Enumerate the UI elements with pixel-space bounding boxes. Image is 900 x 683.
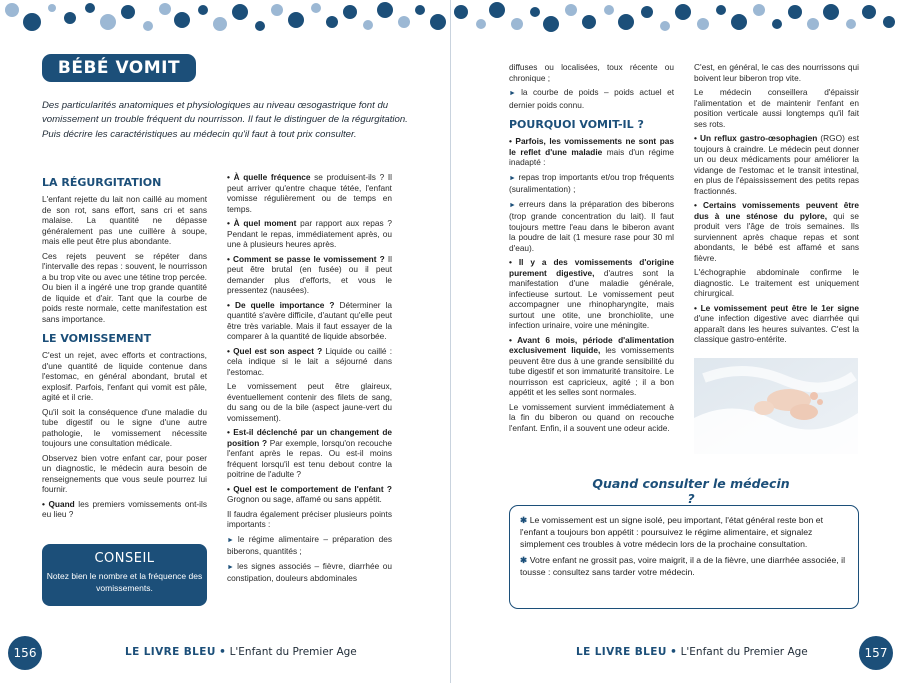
bullet-item: • Quand les premiers vomissements ont-ils eu lieu ? <box>42 498 207 519</box>
bullet-item: • Il y a des vomissements d'origine purement digestive, d'autres sont la manifestation d'une maladie générale, infectieuse surtout. Le vomissement peut accompagner une rhinopharyngite, mais surtout une otite, une bronchiolite, une infection urinaire, voire une méningite. <box>509 257 674 330</box>
sub-bullet-item: ► la courbe de poids – poids actuel et dernier poids connu. <box>509 87 674 110</box>
bullet-item: • Le vomissement peut être le 1er signe d'une infection digestive avec diarrhée qui apparaît dans les heures suivantes. C'est la classique gastro-entérite. <box>694 302 859 344</box>
paragraph: C'est, en général, le cas des nourrissons qui boivent leur biberon trop vite. <box>694 62 859 83</box>
arrow-bullet-icon: ► <box>509 90 522 97</box>
paragraph: Il faudra également préciser plusieurs points importants : <box>227 508 392 529</box>
sub-bullet-item: ► repas trop importants et/ou trop fréquents (suralimentation) ; <box>509 171 674 194</box>
conseil-text: Notez bien le nombre et la fréquence des vomissements. <box>46 571 203 593</box>
sub-bullet-item: ► erreurs dans la préparation des biberons (trop grande concentration du lait). Il faut toujours mettre l'eau dans le biberon avant la poudre de lait (1 mesure rase pour 30 ml d'eau). <box>509 198 675 253</box>
paragraph: L'enfant rejette du lait non caillé au moment de son rot, sans effort, sans cri et sans malaise. La quantité ne dépasse généralement pas une cuillère à soupe, mais elle peut être plus abondante. <box>42 194 207 246</box>
decorative-dots-top <box>0 0 450 38</box>
bullet-item: • Quel est le comportement de l'enfant ? Grognon ou sage, affamé ou sans appétit. <box>227 483 392 504</box>
baby-photo <box>694 358 858 454</box>
bullet-item: • Est-il déclenché par un changement de position ? Par exemple, lorsqu'on recouche l'enfant après le repas. Ou est-il moins fréquent lorsqu'il est tenu debout contre la poitrine de l'adulte ? <box>227 427 392 479</box>
consult-item: ✱ Le vomissement est un signe isolé, peu important, l'état général reste bon et l'enfant a toujours bon appétit : poursuivez le régime alimentaire, et signalez simplement ces troubles à votre médecin lors de la prochaine consultation. <box>520 515 824 550</box>
footer: LE LIVRE BLEU • L'Enfant du Premier Age <box>125 646 357 658</box>
paragraph: Le vomissement survient immédiatement à la fin du biberon ou quand on recouche l'enfant. Enfin, il a souvent une odeur acide. <box>509 401 674 433</box>
heading-regurgitation: LA RÉGURGITATION <box>42 176 162 189</box>
paragraph: Observez bien votre enfant car, pour poser un diagnostic, le médecin aura besoin de renseignements que vous seule pourrez lui fournir. <box>42 452 207 494</box>
paragraph: Le médecin conseillera d'épaissir l'alimentation et de maintenir l'enfant en position verticale aussi longtemps qu'il fait ses rots. <box>694 87 859 129</box>
paragraph: C'est un rejet, avec efforts et contractions, d'une quantité de liquide contenue dans l'estomac, en général abondant, brutal et explosif. Parfois, l'enfant qui vomit est pâle, agité et il crie. <box>42 350 207 402</box>
page-number: 156 <box>8 636 42 670</box>
right-page <box>450 0 900 683</box>
sub-bullet-item: ► les signes associés – fièvre, diarrhée ou constipation, douleurs abdominales <box>227 560 393 583</box>
right-column-2 <box>694 62 859 349</box>
paragraph: L'échographie abdominale confirme le diagnostic. Le traitement est uniquement chirurgical. <box>694 267 859 298</box>
consult-box <box>509 505 859 609</box>
conseil-title: CONSEIL <box>94 551 155 566</box>
arrow-bullet-icon: ► <box>509 201 519 209</box>
page-number: 157 <box>859 636 893 670</box>
footer: LE LIVRE BLEU • L'Enfant du Premier Age <box>576 646 808 658</box>
arrow-bullet-icon: ► <box>227 536 238 544</box>
bullet-item: • Parfois, les vomissements ne sont pas le reflet d'une maladie mais d'un régime inadapté : <box>509 136 674 167</box>
bullet-item: • À quelle fréquence se produisent-ils ? Il peut arriver qu'entre chaque tétée, l'enfant vomisse régulièrement ou de temps en temps. <box>227 172 392 214</box>
asterisk-icon: ✱ <box>520 515 530 525</box>
bullet-item: • À quel moment par rapport aux repas ? Pendant le repas, immédiatement après, ou une à plusieurs heures après. <box>227 218 392 249</box>
consult-item: ✱ Votre enfant ne grossit pas, voire maigrit, il a de la fièvre, une diarrhée associée, il tousse : consultez sans tarder votre médecin. <box>520 554 846 577</box>
paragraph: Ces rejets peuvent se répéter dans l'intervalle des repas : souvent, le nourrisson a bu trop vite ou avec une tétine trop percée. Ou bien il a ingéré une trop grande quantité de liquide et d'air. Tant que la courbe de poids reste normale, cette manifestation est sans importance. <box>42 250 207 324</box>
consult-heading: Quand consulter le médecin ? <box>592 476 790 506</box>
arrow-bullet-icon: ► <box>509 174 519 182</box>
bullet-item: • Avant 6 mois, période d'alimentation exclusivement liquide, les vomissements peuvent être dus à une grande sensibilité du tube digestif et son immaturité transitoire. Le nourrisson est capricieux, agité ; il a bon appétit et les selles sont normales. <box>509 334 675 397</box>
page-title: BÉBÉ VOMIT <box>42 54 196 82</box>
paragraph: diffuses ou localisées, toux récente ou chronique ; <box>509 62 674 83</box>
left-column-1 <box>42 172 207 524</box>
bullet-item: • De quelle importance ? Déterminer la quantité s'avère difficile, d'autant qu'elle peut être très variable. Mais il faut essayer de la comparer à la quantité de liquide absorbée. <box>227 299 392 341</box>
bullet-item: • Quel est son aspect ? Liquide ou caillé : cela indique si le lait a séjourné dans l'estomac. <box>227 345 392 377</box>
conseil-box <box>42 544 207 606</box>
decorative-dots-top <box>451 0 900 38</box>
arrow-bullet-icon: ► <box>227 563 238 571</box>
paragraph: Qu'il soit la conséquence d'une maladie du tube digestif ou le signe d'une autre pathologie, le vomissement nécessite toujours une consultation médicale. <box>42 406 207 448</box>
paragraph: Le vomissement peut être glaireux, éventuellement contenir des filets de sang, du sang ou de la bile (aspect jaune-vert du vomissement). <box>227 381 392 423</box>
intro-paragraph: Des particularités anatomiques et physiologiques au niveau œsogastrique font du vomissement un trouble fréquent du nourrisson. Il faut le distinguer de la régurgitation. Puis décrire les caractéristiques au médecin qu'il faut à tout prix consulter. <box>42 100 408 140</box>
right-column-1 <box>509 62 674 437</box>
bullet-item: • Certains vomissements peuvent être dus à une sténose du pylore, qui se produit vers l'âge de trois semaines. Ils surviennent après chaque repas et sont abondants, le bébé est affamé et sans fièvre. <box>694 200 859 263</box>
bullet-item: • Un reflux gastro-œsophagien (RGO) est toujours à craindre. Le médecin peut donner un ou deux médicaments pour améliorer la vidange de l'estomac et le transit intestinal, en plus de l'épaississement des petits repas fractionnés. <box>694 133 860 196</box>
heading-vomissement: LE VOMISSEMENT <box>42 332 152 345</box>
asterisk-icon: ✱ <box>520 554 530 565</box>
sub-bullet-item: ► le régime alimentaire – préparation des biberons, quantités ; <box>227 533 392 556</box>
bullet-item: • Comment se passe le vomissement ? Il peut être brutal (en fusée) ou il peut demander plus d'efforts, et vous le pressentez (nausées). <box>227 253 392 295</box>
left-column-2 <box>227 172 392 588</box>
heading-pourquoi: POURQUOI VOMIT-IL ? <box>509 118 644 131</box>
